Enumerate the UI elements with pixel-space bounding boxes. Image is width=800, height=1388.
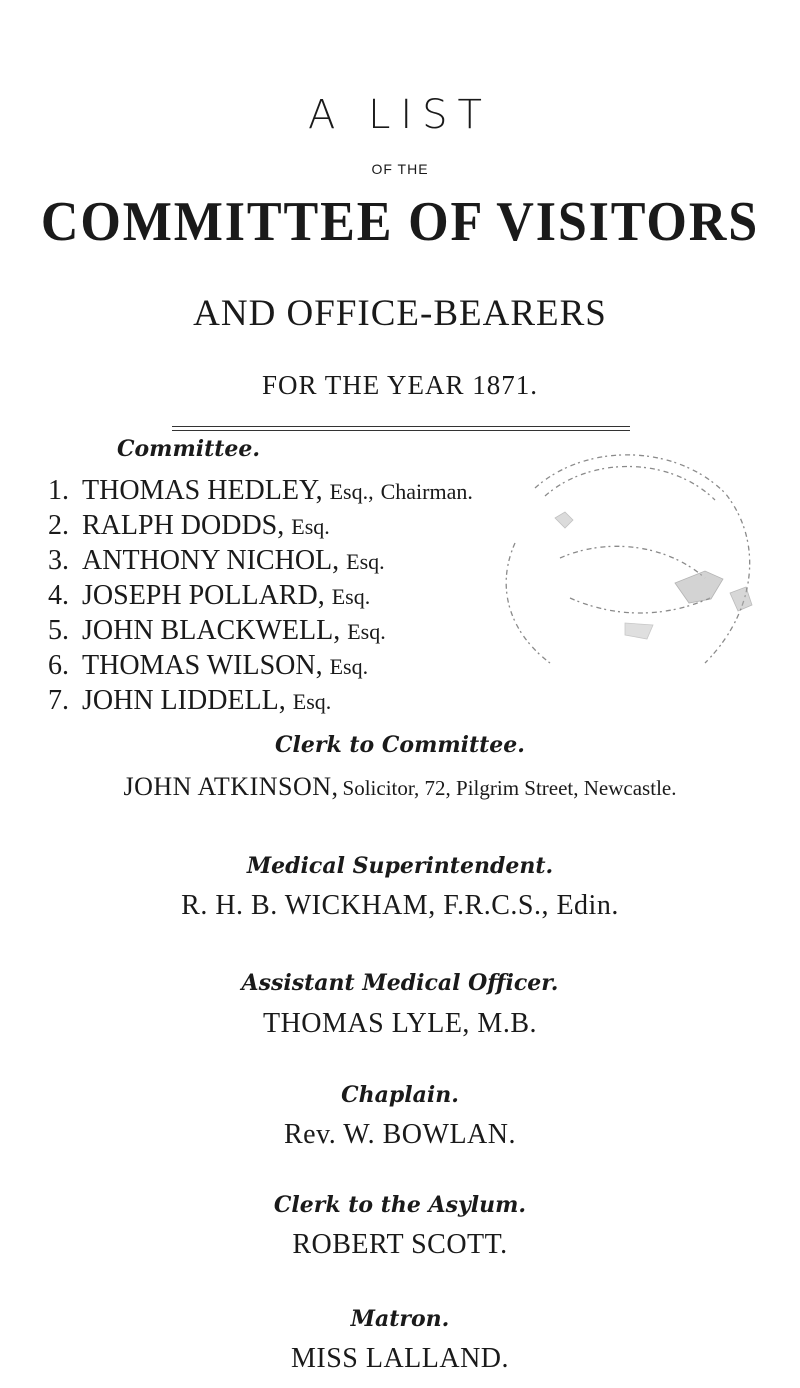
- year-line: FOR THE YEAR 1871.: [261, 370, 539, 400]
- clerk-asylum-heading: Clerk to the Asylum.: [273, 1192, 527, 1218]
- chaplain-heading: Chaplain.: [341, 1082, 459, 1108]
- pre-title: A LIST: [308, 92, 492, 138]
- assistant-name: THOMAS LYLE, M.B.: [262, 1008, 538, 1039]
- superintendent-name: R. H. B. WICKHAM, F.R.C.S., Edin.: [181, 890, 619, 921]
- divider-rule: [172, 430, 630, 431]
- committee-member: 4. JOSEPH POLLARD, Esq.: [48, 580, 371, 611]
- of-the-label: OF THE: [371, 161, 429, 177]
- clerk-asylum-name: ROBERT SCOTT.: [292, 1229, 508, 1260]
- clerk-committee-entry: [0, 772, 800, 802]
- matron-name: MISS LALLAND.: [290, 1343, 510, 1374]
- assistant-heading: Assistant Medical Officer.: [241, 970, 559, 996]
- superintendent-heading: Medical Superintendent.: [246, 853, 554, 879]
- committee-member: 6. THOMAS WILSON, Esq.: [48, 650, 369, 681]
- matron-heading: Matron.: [350, 1306, 450, 1332]
- clerk-committee-details: Solicitor, 72, Pilgrim Street, Newcastle.: [342, 776, 677, 800]
- chaplain-name: Rev. W. BOWLAN.: [283, 1119, 516, 1150]
- page-title: COMMITTEE OF VISITORS: [40, 191, 760, 253]
- committee-member: 2. RALPH DODDS, Esq.: [48, 510, 330, 541]
- seal-stamp-icon: [475, 448, 760, 676]
- divider-rule: [172, 426, 630, 427]
- chairman-label: Chairman.: [380, 479, 473, 504]
- committee-heading: Committee.: [117, 436, 261, 462]
- clerk-committee-name: JOHN ATKINSON,: [123, 772, 339, 801]
- committee-member: 1. THOMAS HEDLEY, Esq., Chairman.: [48, 475, 473, 506]
- committee-member: 3. ANTHONY NICHOL, Esq.: [48, 545, 385, 576]
- committee-member-list: [48, 473, 473, 718]
- clerk-committee-heading: Clerk to Committee.: [275, 732, 525, 758]
- committee-member: 7. JOHN LIDDELL, Esq.: [48, 685, 332, 716]
- committee-member: 5. JOHN BLACKWELL, Esq.: [48, 615, 386, 646]
- page-subtitle: AND OFFICE-BEARERS: [193, 293, 607, 334]
